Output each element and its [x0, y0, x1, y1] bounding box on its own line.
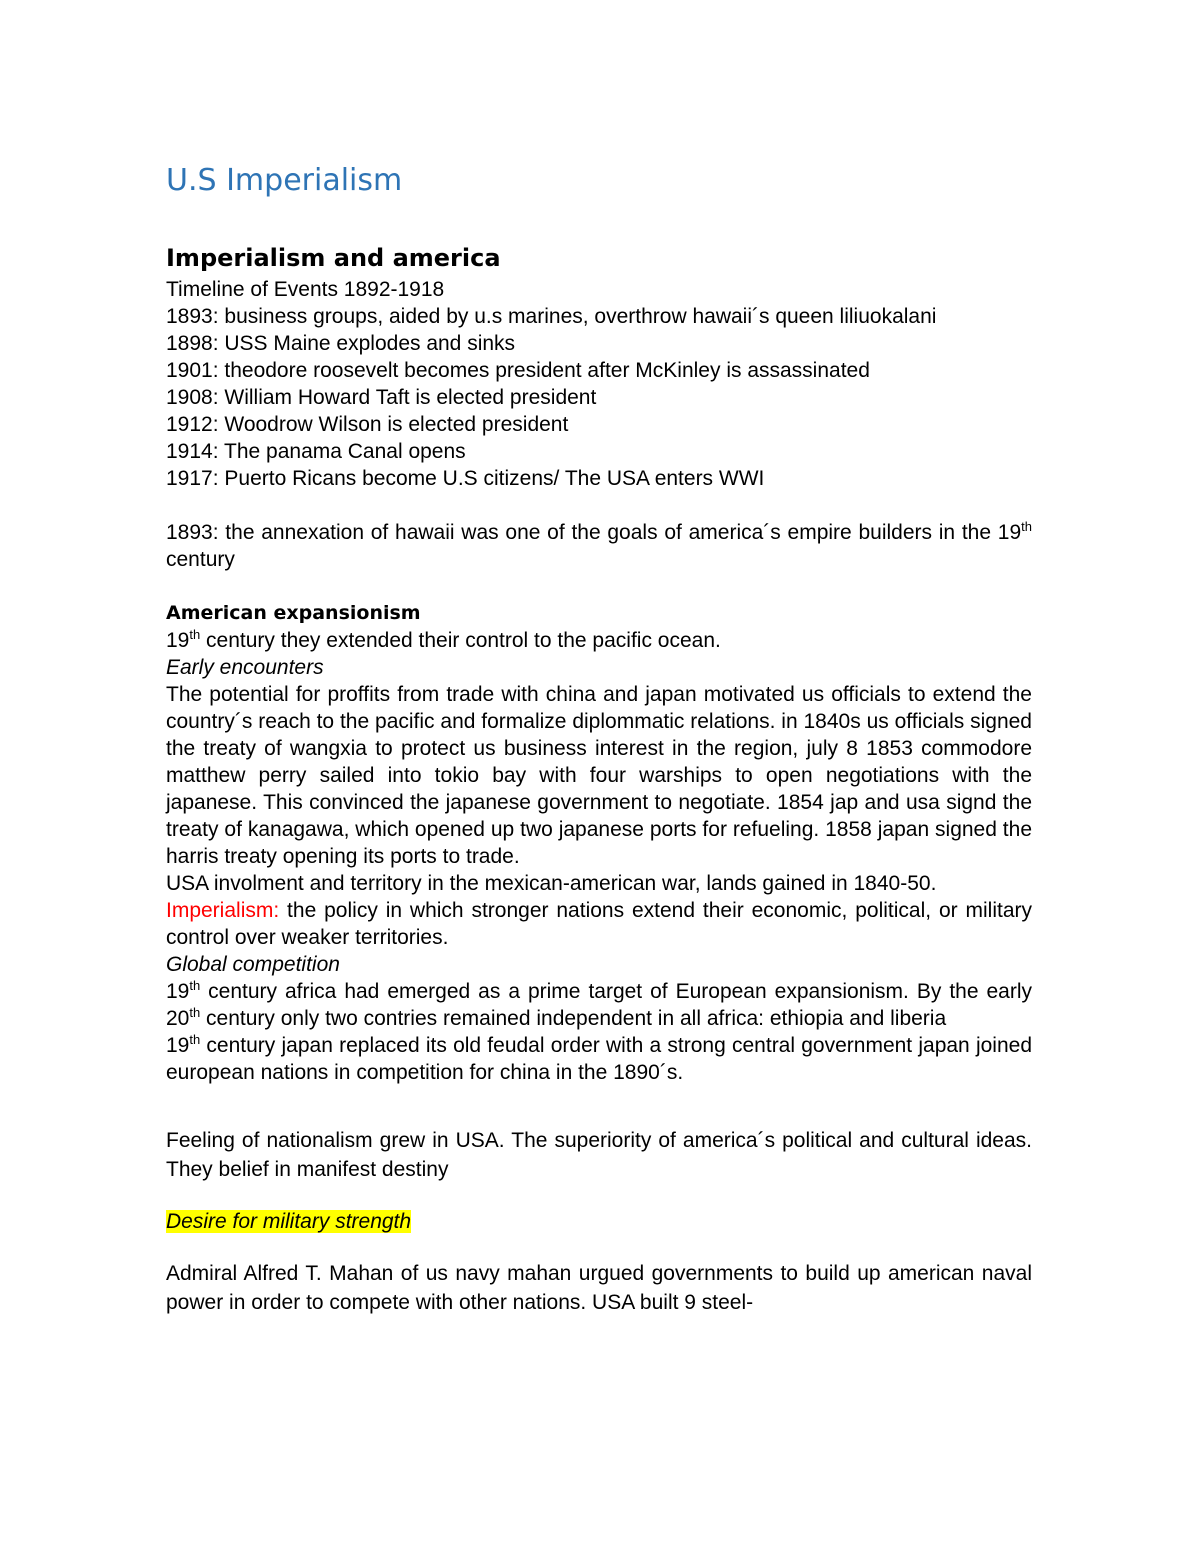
imperialism-term: Imperialism: — [166, 899, 280, 922]
involvement-paragraph: USA involment and territory in the mexican-american war, lands gained in 1840-50. — [166, 872, 937, 895]
timeline-event: 1893: business groups, aided by u.s marines, overthrow hawaii´s queen liliuokalani — [166, 305, 937, 328]
timeline-event: 1898: USS Maine explodes and sinks — [166, 332, 516, 355]
nationalism-paragraph: Feeling of nationalism grew in USA. The superiority of america´s political and cultural ideas. They belief in manifest destiny — [166, 1129, 1032, 1181]
section-heading-american-expansionism: American expansionism — [166, 602, 421, 624]
timeline-event: 1917: Puerto Ricans become U.S citizens/ The USA enters WWI — [166, 467, 765, 490]
imperialism-definition: Imperialism: the policy in which stronger nations extend their economic, political, or military control over weaker territories. — [166, 899, 1032, 949]
subheading-global-competition: Global competition — [166, 953, 340, 976]
expansion-intro: 19th century they extended their control to the pacific ocean. — [166, 627, 721, 652]
timeline-title: Timeline of Events 1892-1918 — [166, 278, 445, 301]
africa-paragraph: 19th century africa had emerged as a prime target of European expansionism. By the early 20th century only two contries remained independent in all africa: ethiopia and liberia — [166, 978, 1032, 1030]
annexation-paragraph: 1893: the annexation of hawaii was one of the goals of america´s empire builders in the 19th century — [166, 519, 1032, 571]
military-strength-heading: Desire for military strength — [166, 1210, 412, 1233]
section-heading-imperialism-and-america: Imperialism and america — [166, 244, 501, 272]
early-encounters-paragraph: The potential for proffits from trade with china and japan motivated us officials to extend the country´s reach to the pacific and formalize diplommatic relations. in 1840s us officials signed the treaty of wangxia to protect us business interest in the region, july 8 1853 commodore matthew perry sailed into tokio bay with four warships to open negotiations with the japanese. This convinced the japanese government to negotiate. 1854 jap and usa signd the treaty of kanagawa, which opened up two japanese ports for refueling. 1858 japan signed the harris treaty opening its ports to trade. — [166, 683, 1032, 868]
document-title: U.S Imperialism — [166, 163, 403, 198]
mahan-paragraph: Admiral Alfred T. Mahan of us navy mahan urgued governments to build up american naval power in order to compete with other nations. USA built 9 steel- — [166, 1262, 1032, 1314]
timeline-event: 1914: The panama Canal opens — [166, 440, 466, 463]
timeline-event: 1901: theodore roosevelt becomes president after McKinley is assassinated — [166, 359, 870, 382]
document-page — [166, 160, 1032, 1317]
timeline-event: 1908: William Howard Taft is elected president — [166, 386, 597, 409]
subheading-early-encounters: Early encounters — [166, 656, 324, 679]
timeline-event: 1912: Woodrow Wilson is elected president — [166, 413, 569, 436]
japan-paragraph: 19th century japan replaced its old feudal order with a strong central government japan joined european nations in competition for china in the 1890´s. — [166, 1032, 1032, 1084]
